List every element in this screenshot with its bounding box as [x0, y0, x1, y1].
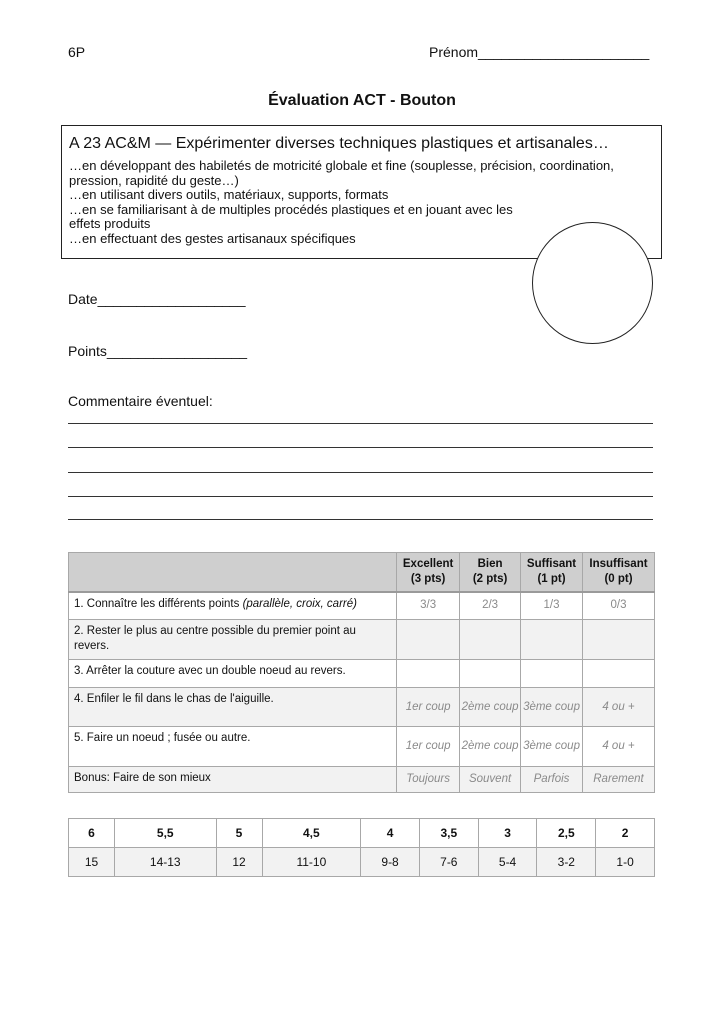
score-cell[interactable] [521, 620, 583, 660]
table-row [69, 727, 655, 767]
scale-grade: 2 [596, 819, 655, 848]
score-cell[interactable] [521, 660, 583, 688]
points-field[interactable]: Points__________________ [68, 343, 248, 359]
competence-title: A 23 AC&M — Expérimenter diverses techniques plastiques et artisanales… [69, 135, 609, 152]
competence-line: …en se familiarisant à de multiples procédés plastiques et en jouant avec les [69, 201, 513, 217]
score-cell[interactable] [583, 660, 655, 688]
score-cell[interactable]: 1er coup [397, 727, 460, 767]
grading-scale-table [68, 818, 655, 877]
criterion-label: 5. Faire un noeud ; fusée ou autre. [69, 727, 397, 767]
score-cell[interactable]: 3/3 [397, 592, 460, 620]
scale-points: 12 [216, 848, 262, 877]
scale-grades-row [69, 819, 655, 848]
criterion-label: 2. Rester le plus au centre possible du premier point au revers. [69, 620, 397, 660]
competence-line: effets produits [69, 216, 151, 232]
score-cell[interactable]: Toujours [397, 767, 460, 793]
page-title: Évaluation ACT - Bouton [268, 92, 456, 109]
score-cell[interactable]: 4 ou + [583, 727, 655, 767]
criterion-label: 4. Enfiler le fil dans le chas de l'aiguille. [69, 688, 397, 727]
comment-line[interactable] [68, 472, 653, 473]
score-cell[interactable]: 2ème coup [460, 727, 521, 767]
score-cell[interactable] [397, 660, 460, 688]
competence-line: pression, rapidité du geste…) [69, 172, 239, 188]
score-cell[interactable]: 2ème coup [460, 688, 521, 727]
date-field[interactable]: Date___________________ [68, 291, 246, 307]
scale-grade: 5 [216, 819, 262, 848]
table-row [69, 660, 655, 688]
scale-grade: 3,5 [419, 819, 478, 848]
score-cell[interactable]: Parfois [521, 767, 583, 793]
scale-points: 9-8 [361, 848, 420, 877]
table-row [69, 620, 655, 660]
criterion-label: 1. Connaître les différents points (parallèle, croix, carré) [69, 592, 397, 620]
score-cell[interactable]: 1er coup [397, 688, 460, 727]
scale-grade: 4,5 [262, 819, 361, 848]
comment-label: Commentaire éventuel: [68, 393, 213, 409]
scale-grade: 3 [478, 819, 537, 848]
score-cell[interactable]: 2/3 [460, 592, 521, 620]
prenom-field[interactable]: Prénom______________________ [429, 44, 650, 60]
table-row [69, 688, 655, 727]
scale-grade: 4 [361, 819, 420, 848]
score-cell[interactable] [397, 620, 460, 660]
comment-line[interactable] [68, 447, 653, 448]
criteria-header-row [69, 553, 655, 592]
scale-points: 5-4 [478, 848, 537, 877]
score-cell[interactable]: 1/3 [521, 592, 583, 620]
comment-line[interactable] [68, 423, 653, 424]
score-cell[interactable]: 0/3 [583, 592, 655, 620]
scale-points: 3-2 [537, 848, 596, 877]
competence-line: …en effectuant des gestes artisanaux spécifiques [69, 230, 356, 246]
score-cell[interactable] [583, 620, 655, 660]
column-header-excellent: Excellent (3 pts) [397, 553, 460, 592]
competence-line: …en utilisant divers outils, matériaux, supports, formats [69, 187, 389, 203]
criterion-label: Bonus: Faire de son mieux [69, 767, 397, 793]
score-cell[interactable]: 3ème coup [521, 688, 583, 727]
column-header-insuffisant: Insuffisant (0 pt) [583, 553, 655, 592]
score-cell[interactable]: Souvent [460, 767, 521, 793]
grade-circle [532, 222, 653, 344]
table-row [69, 767, 655, 793]
comment-line[interactable] [68, 519, 653, 520]
scale-points: 1-0 [596, 848, 655, 877]
score-cell[interactable]: 4 ou + [583, 688, 655, 727]
scale-points: 15 [69, 848, 115, 877]
scale-points: 11-10 [262, 848, 361, 877]
comment-line[interactable] [68, 496, 653, 497]
criteria-header-empty [69, 553, 397, 592]
score-cell[interactable] [460, 660, 521, 688]
table-row [69, 592, 655, 620]
scale-grade: 6 [69, 819, 115, 848]
scale-points-row [69, 848, 655, 877]
criteria-table [68, 552, 655, 793]
grade-level: 6P [68, 44, 86, 60]
score-cell[interactable]: Rarement [583, 767, 655, 793]
scale-points: 7-6 [419, 848, 478, 877]
scale-points: 14-13 [114, 848, 216, 877]
scale-grade: 2,5 [537, 819, 596, 848]
score-cell[interactable] [460, 620, 521, 660]
column-header-bien: Bien (2 pts) [460, 553, 521, 592]
score-cell[interactable]: 3ème coup [521, 727, 583, 767]
scale-grade: 5,5 [114, 819, 216, 848]
criterion-label: 3. Arrêter la couture avec un double noeud au revers. [69, 660, 397, 688]
competence-line: …en développant des habiletés de motricité globale et fine (souplesse, précision, coordination, [69, 158, 614, 173]
column-header-suffisant: Suffisant (1 pt) [521, 553, 583, 592]
